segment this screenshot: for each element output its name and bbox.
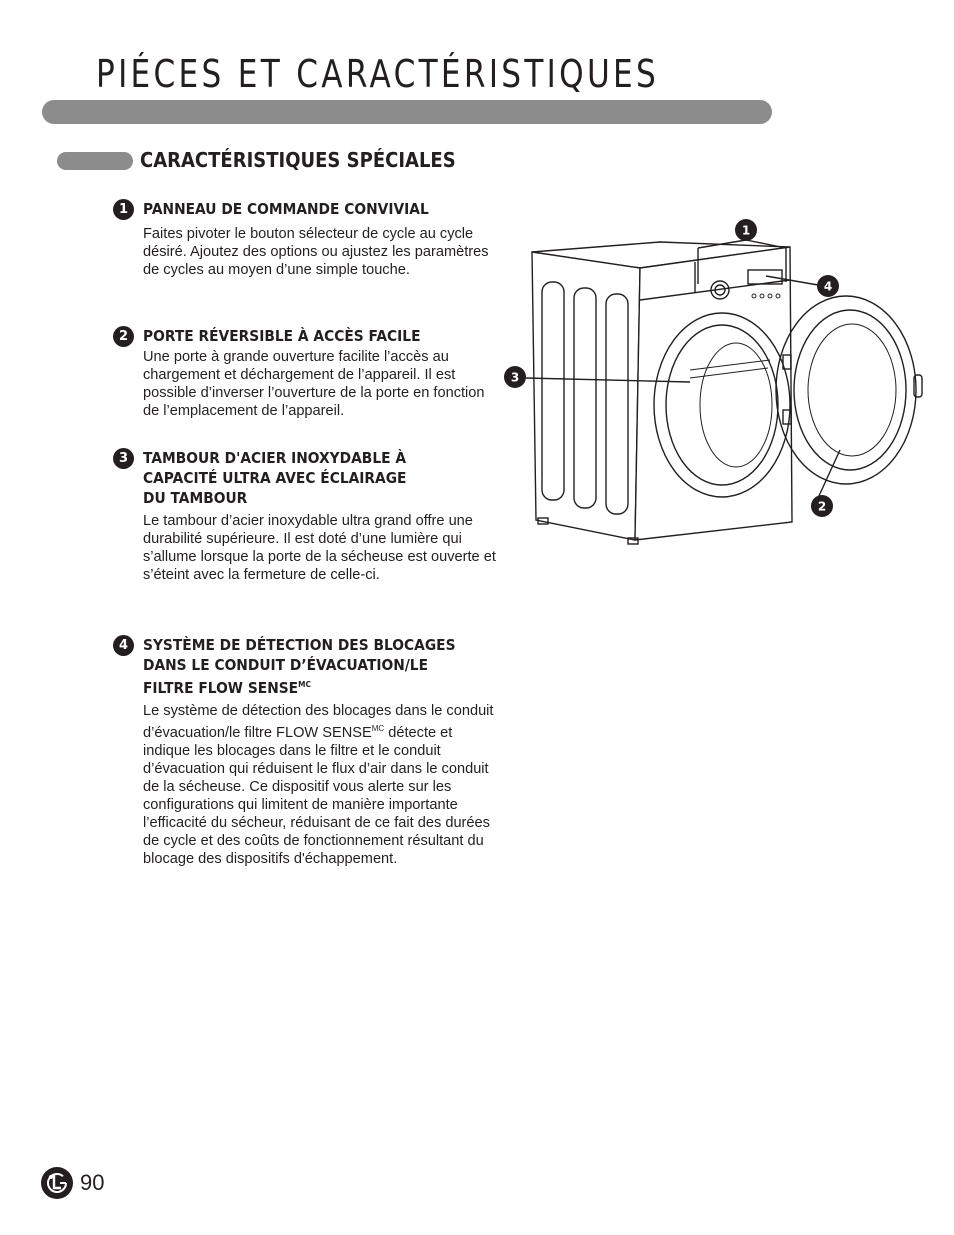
feature-title: PORTE RÉVERSIBLE À ACCÈS FACILE [143,327,421,345]
feature-steel-drum [113,448,503,584]
feature-description: Faites pivoter le bouton sélecteur de cycle au cycle désiré. Ajoutez des options ou ajustez les paramètres de cycles au moyen d’une simple touche. [143,226,489,278]
feature-number-badge: 1 [113,199,134,220]
callout-1-label: 1 [741,223,751,238]
feature-description-part1: Le système de détection des blocages dans le conduit d’évacuation/le filtre FLOW SENSE [143,703,494,741]
feature-flow-sense [113,635,503,868]
feature-description [143,702,498,868]
feature-number-badge: 2 [113,326,134,347]
feature-title: PANNEAU DE COMMANDE CONVIVIAL [143,200,429,218]
callout-4-label: 4 [823,279,833,294]
section-pill-decoration [57,152,133,170]
dryer-illustration [500,210,930,555]
feature-description: Le tambour d’acier inoxydable ultra grand offre une durabilité supérieure. Il est doté d’une lumière qui s’allume lorsque la porte de la sécheuse est ouverte et s’éteint avec la fermeture de celle-ci. [143,513,496,583]
feature-description: Une porte à grande ouverture facilite l’accès au chargement et déchargement de l’appareil. Il est possible d’inverser l’ouverture de la porte en fonction de l’emplacement de l’appareil. [143,349,485,419]
callout-3-label: 3 [510,370,520,385]
feature-number-badge: 4 [113,635,134,656]
callout-2-label: 2 [817,499,827,514]
feature-reversible-door [113,326,503,420]
feature-title [143,635,465,698]
lg-logo-icon [40,1166,74,1200]
feature-title-text: SYSTÈME DE DÉTECTION DES BLOCAGES DANS LE CONDUIT D’ÉVACUATION/LE FILTRE FLOW SENSE [143,636,456,697]
page-number: 90 [80,1170,105,1195]
trademark-superscript: MC [371,724,385,733]
trademark-superscript: MC [298,680,311,689]
title-divider-bar [42,100,772,124]
feature-description-part2: détecte et indique les blocages dans le filtre et le conduit d’évacuation qui réduisent le flux d’air dans le conduit de la sécheuse. Ce dispositif vous alerte sur les configurations qui limitent de manière importante l’efficacité du sécheur, réduisant de ce fait des durées de cycle et des coûts de fonctionnement résultant du blocage des dispositifs d'échappement. [143,724,490,867]
page-title: PIÉCES ET CARACTÉRISTIQUES [96,52,660,96]
feature-title: TAMBOUR D'ACIER INOXYDABLE À CAPACITÉ ULTRA AVEC ÉCLAIRAGE DU TAMBOUR [143,449,407,507]
section-title: CARACTÉRISTIQUES SPÉCIALES [140,148,456,172]
feature-control-panel [113,199,503,279]
feature-number-badge: 3 [113,448,134,469]
